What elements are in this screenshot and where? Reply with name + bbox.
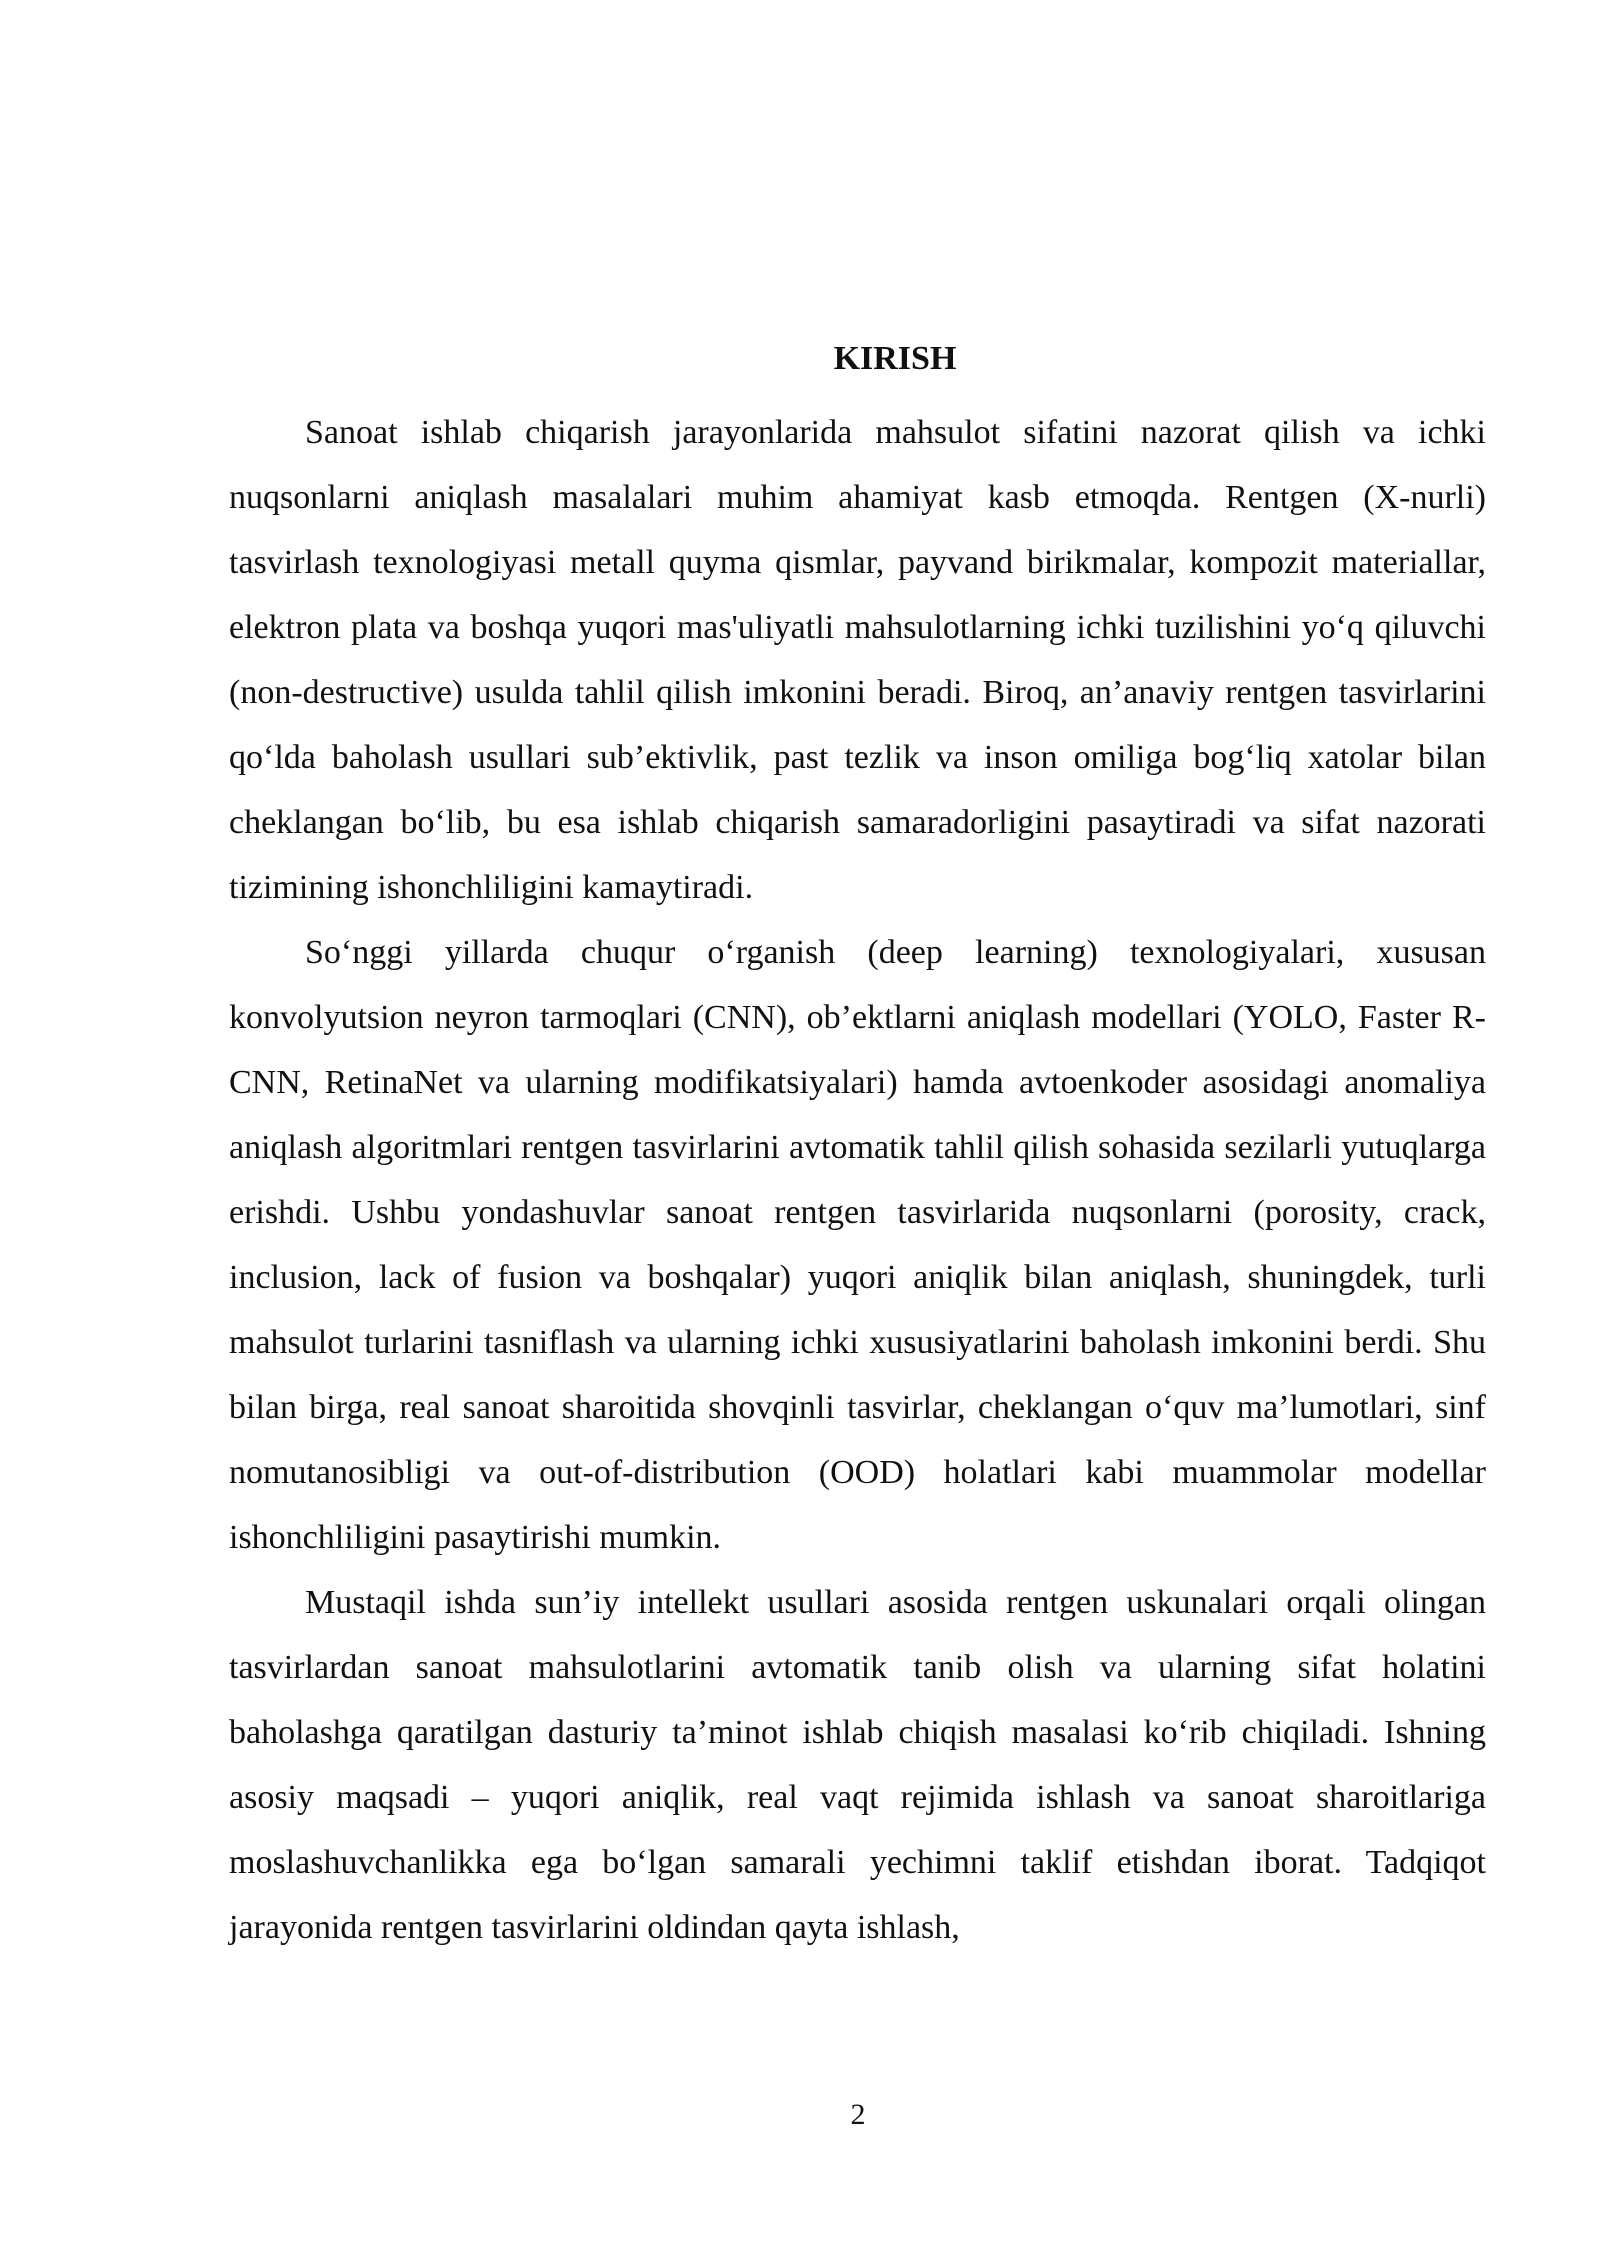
paragraph-3: Mustaqil ishda sun’iy intellekt usullari asosida rentgen uskunalari orqali olingan tasvirlardan sanoat mahsulotlarini avtomatik tanib olish va ularning sifat holatini baholashga qaratilgan dasturiy ta’minot ishlab chiqish masalasi ko‘rib chiqiladi. Ishning asosiy maqsadi – yuqori aniqlik, real vaqt rejimida ishlash va sanoat sharoitlariga moslashuvchanlikka ega bo‘lgan samarali yechimni taklif etishdan iborat. Tadqiqot jarayonida rentgen tasvirlarini oldindan qayta ishlash, xyxy=(229,1584,1486,1946)
paragraph-2: So‘nggi yillarda chuqur o‘rganish (deep learning) texnologiyalari, xususan konvolyutsion neyron tarmoqlari (CNN), ob’ektlarni aniqlash modellari (YOLO, Faster R-CNN, RetinaNet va ularning modifikatsiyalari) hamda avtoenkoder asosidagi anomaliya aniqlash algoritmlari rentgen tasvirlarini avtomatik tahlil qilish sohasida sezilarli yutuqlarga erishdi. Ushbu yondashuvlar sanoat rentgen tasvirlarida nuqsonlarni (porosity, crack, inclusion, lack of fusion va boshqalar) yuqori aniqlik bilan aniqlash, shuningdek, turli mahsulot turlarini tasniflash va ularning ichki xususiyatlarini baholash imkonini berdi. Shu bilan birga, real sanoat sharoitida shovqinli tasvirlar, cheklangan o‘quv ma’lumotlari, sinf nomutanosibligi va out-of-distribution (OOD) holatlari kabi muammolar modellar ishonchliligini pasaytirishi mumkin. xyxy=(229,934,1486,1556)
page-number: 2 xyxy=(850,2098,866,2131)
paragraph-1: Sanoat ishlab chiqarish jarayonlarida mahsulot sifatini nazorat qilish va ichki nuqsonlarni aniqlash masalalari muhim ahamiyat kasb etmoqda. Rentgen (X-nurli) tasvirlash texnologiyasi metall quyma qismlar, payvand birikmalar, kompozit materiallar, elektron plata va boshqa yuqori mas'uliyatli mahsulotlarning ichki tuzilishini yo‘q qiluvchi (non-destructive) usulda tahlil qilish imkonini beradi. Biroq, an’anaviy rentgen tasvirlarini qo‘lda baholash usullari sub’ektivlik, past tezlik va inson omiliga bog‘liq xatolar bilan cheklangan bo‘lib, bu esa ishlab chiqarish samaradorligini pasaytiradi va sifat nazorati tizimining ishonchliligini kamaytiradi. xyxy=(229,414,1486,906)
body-text xyxy=(229,400,1486,1960)
section-heading: KIRISH xyxy=(833,340,957,377)
